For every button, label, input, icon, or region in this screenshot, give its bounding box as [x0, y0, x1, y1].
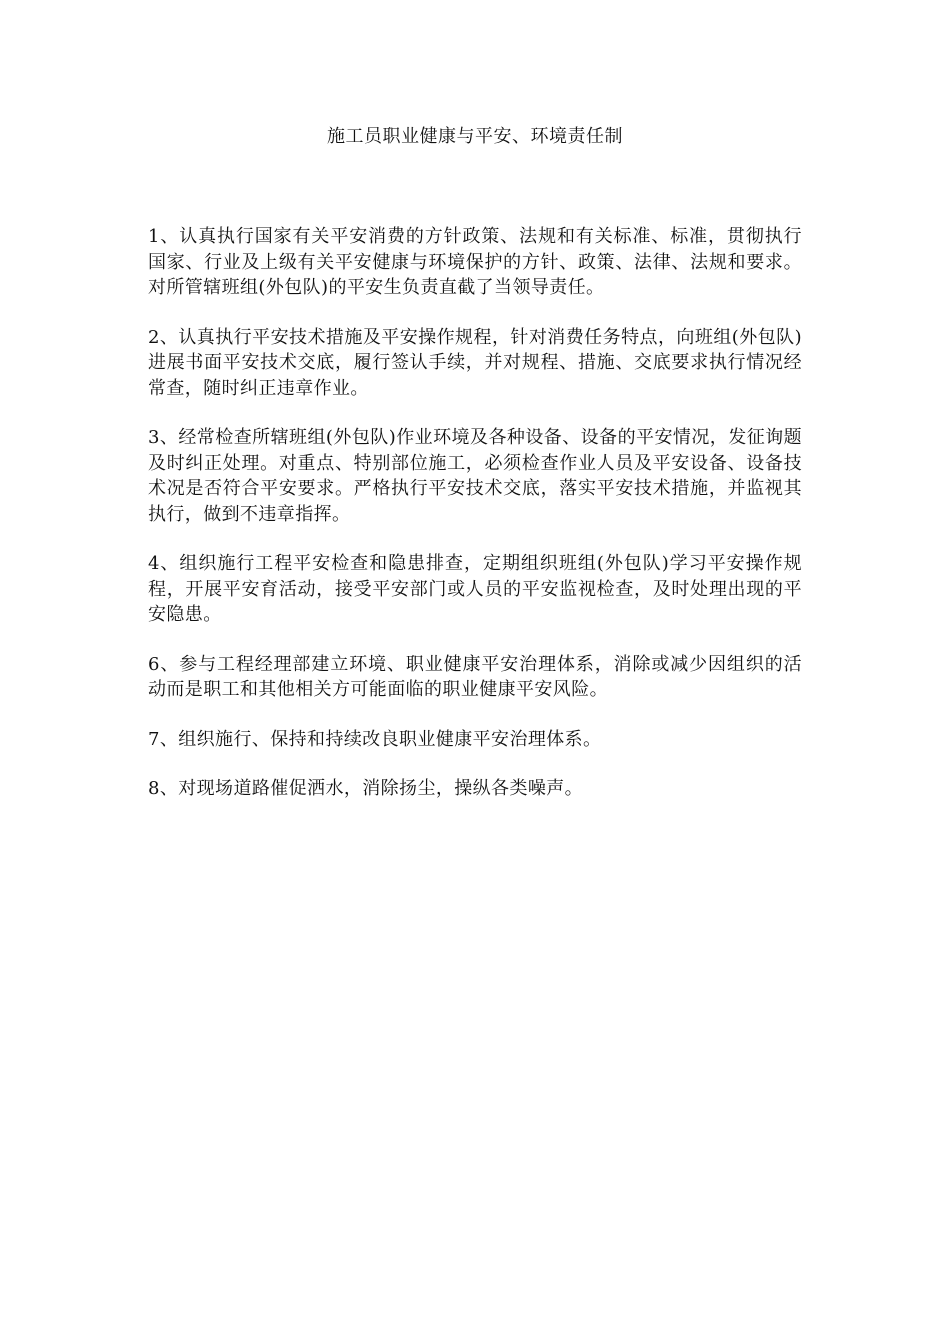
paragraph-7: 7、组织施行、保持和持续改良职业健康平安治理体系。	[148, 728, 602, 750]
document-title: 施工员职业健康与平安、环境责任制	[327, 126, 623, 147]
paragraph-2: 2、认真执行平安技术措施及平安操作规程，针对消费任务特点，向班组(外包队)进展书面平安技术交底，履行签认手续，并对规程、措施、交底要求执行情况经常查，随时纠正违章作业。	[148, 326, 802, 399]
paragraph-6: 6、参与工程经理部建立环境、职业健康平安治理体系，消除或减少因组织的活动而是职工和其他相关方可能面临的职业健康平安风险。	[148, 653, 802, 700]
paragraph-4: 4、组织施行工程平安检查和隐患排查，定期组织班组(外包队)学习平安操作规程，开展平安育活动，接受平安部门或人员的平安监视检查，及时处理出现的平安隐患。	[148, 553, 802, 625]
paragraph-1: 1、认真执行国家有关平安消费的方针政策、法规和有关标准、标准，贯彻执行国家、行业及上级有关平安健康与环境保护的方针、政策、法律、法规和要求。对所管辖班组(外包队)的平安生负责直截了当领导责任。	[148, 226, 802, 298]
paragraph-3: 3、经常检查所辖班组(外包队)作业环境及各种设备、设备的平安情况，发征询题及时纠正处理。对重点、特别部位施工，必须检查作业人员及平安设备、设备技术况是否符合平安要求。严格执行平安技术交底，落实平安技术措施，并监视其执行，做到不违章指挥。	[148, 427, 802, 525]
document-body	[148, 224, 802, 826]
paragraph-8: 8、对现场道路催促洒水，消除扬尘，操纵各类噪声。	[148, 778, 584, 799]
